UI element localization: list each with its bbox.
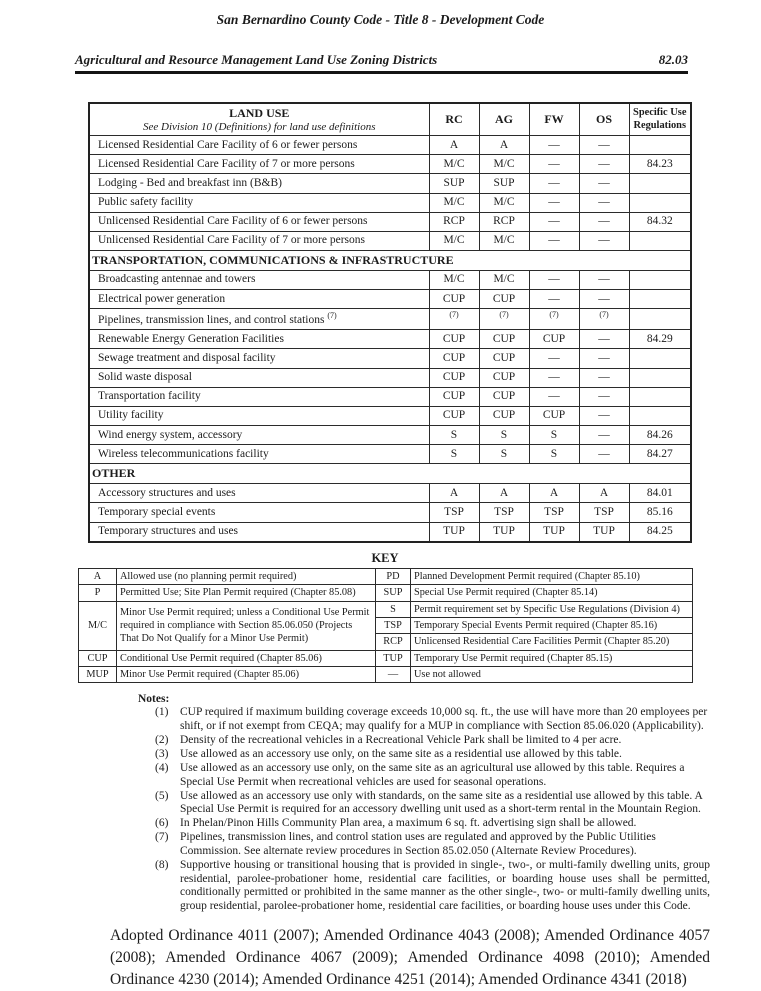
cell-os: — [579, 136, 629, 155]
land-use-name: Broadcasting antennae and towers [89, 270, 429, 289]
key-desc: Conditional Use Permit required (Chapter 85.06) [117, 650, 376, 666]
cell-rc: CUP [429, 349, 479, 368]
cell-rc: M/C [429, 155, 479, 174]
table-row [89, 387, 691, 406]
key-code: RCP [376, 634, 411, 650]
notes-label: Notes: [138, 693, 170, 706]
note-text: In Phelan/Pinon Hills Community Plan area, a maximum 6 sq. ft. advertising sign shall be allowed. [180, 817, 637, 830]
cell-os: — [579, 368, 629, 387]
note-number: (8) [155, 859, 169, 872]
table-row [89, 212, 691, 231]
cell-specific-use [629, 368, 691, 387]
cell-specific-use: 84.25 [629, 522, 691, 542]
land-use-name: Licensed Residential Care Facility of 6 or fewer persons [89, 136, 429, 155]
key-desc: Special Use Permit required (Chapter 85.14) [411, 585, 693, 601]
cell-specific-use: 84.32 [629, 212, 691, 231]
cell-specific-use: 85.16 [629, 503, 691, 522]
cell-rc: TSP [429, 503, 479, 522]
section-header-row [89, 464, 691, 484]
cell-rc: CUP [429, 368, 479, 387]
cell-fw: — [529, 174, 579, 193]
cell-ag: CUP [479, 349, 529, 368]
key-code: S [376, 601, 411, 617]
cell-fw: — [529, 193, 579, 212]
key-code: — [376, 667, 411, 683]
land-use-header [89, 103, 429, 136]
table-row [89, 484, 691, 503]
table-row [89, 231, 691, 250]
note-text: Use allowed as an accessory use only, on the same site as an agricultural use allowed by this table. Requires a Special Use Permit when recreational vehicles are used for seasonal operations. [180, 762, 685, 788]
cell-os: — [579, 290, 629, 309]
cell-os: — [579, 445, 629, 464]
column-header-os: OS [579, 103, 629, 136]
cell-fw: CUP [529, 330, 579, 349]
cell-ag: A [479, 484, 529, 503]
cell-fw: S [529, 426, 579, 445]
chapter-number: 82.03 [658, 52, 688, 67]
land-use-name: Sewage treatment and disposal facility [89, 349, 429, 368]
key-title: KEY [371, 550, 399, 565]
cell-os: — [579, 330, 629, 349]
key-code: CUP [79, 650, 117, 666]
note-number: (7) [155, 831, 169, 844]
note-item [138, 831, 710, 858]
note-item [138, 762, 710, 789]
cell-os: — [579, 174, 629, 193]
cell-specific-use: 84.29 [629, 330, 691, 349]
table-row [89, 503, 691, 522]
column-header-specific-use: Specific Use Regulations [629, 103, 691, 136]
cell-fw: TUP [529, 522, 579, 542]
ordinance-history: Adopted Ordinance 4011 (2007); Amended Ordinance 4043 (2008); Amended Ordinance 4057 (2008); Amended Ordinance 4067 (2009); Amended Ordinance 4098 (2010); Amended Ordinance 4230 (2014); Amended Ordinance 4251 (2014); Amended Ordinance 4341 (2018) [110, 927, 710, 989]
key-code: TSP [376, 617, 411, 633]
key-desc: Allowed use (no planning permit required) [117, 568, 376, 584]
section-title-other: OTHER [89, 464, 691, 484]
cell-ag: CUP [479, 290, 529, 309]
key-desc: Permit requirement set by Specific Use Regulations (Division 4) [411, 601, 693, 617]
table-row [89, 136, 691, 155]
cell-ag: S [479, 445, 529, 464]
cell-os: — [579, 193, 629, 212]
note-item [138, 706, 710, 733]
table-row [89, 270, 691, 289]
column-header-ag: AG [479, 103, 529, 136]
cell-rc: A [429, 484, 479, 503]
section-header-row [89, 251, 691, 271]
land-use-name: Unlicensed Residential Care Facility of 6 or fewer persons [89, 212, 429, 231]
cell-fw: — [529, 212, 579, 231]
key-row [79, 568, 693, 584]
cell-fw: (7) [529, 309, 579, 330]
cell-ag: (7) [479, 309, 529, 330]
cell-os: — [579, 349, 629, 368]
cell-specific-use: 84.26 [629, 426, 691, 445]
land-use-name: Wind energy system, accessory [89, 426, 429, 445]
table-row [89, 155, 691, 174]
key-desc: Temporary Special Events Permit required (Chapter 85.16) [411, 617, 693, 633]
cell-ag: M/C [479, 155, 529, 174]
cell-ag: TUP [479, 522, 529, 542]
cell-rc: S [429, 426, 479, 445]
land-use-header-title: LAND USE [229, 106, 290, 120]
note-item [138, 734, 710, 748]
note-text: Pipelines, transmission lines, and control station uses are regulated and approved by the Public Utilities Commission. See alternate review procedures in Section 85.02.050 (Alternate Review Procedures). [180, 831, 656, 857]
cell-os: — [579, 426, 629, 445]
cell-specific-use [629, 290, 691, 309]
cell-ag: CUP [479, 387, 529, 406]
land-use-name: Wireless telecommunications facility [89, 445, 429, 464]
cell-rc: CUP [429, 387, 479, 406]
table-header-row [89, 103, 691, 136]
key-code: A [79, 568, 117, 584]
cell-specific-use [629, 387, 691, 406]
chapter-title: Agricultural and Resource Management Land Use Zoning Districts [75, 52, 438, 67]
land-use-name: Public safety facility [89, 193, 429, 212]
cell-fw: — [529, 290, 579, 309]
key-code: TUP [376, 650, 411, 666]
land-use-name-text: Pipelines, transmission lines, and control stations [98, 313, 325, 326]
cell-fw: CUP [529, 406, 579, 425]
note-text: Use allowed as an accessory use only, on the same site as a residential use allowed by this table. [180, 748, 622, 761]
cell-rc: M/C [429, 231, 479, 250]
cell-ag: RCP [479, 212, 529, 231]
cell-os: — [579, 231, 629, 250]
cell-specific-use [629, 270, 691, 289]
section-title-transportation: TRANSPORTATION, COMMUNICATIONS & INFRASTRUCTURE [89, 251, 691, 271]
cell-fw: — [529, 387, 579, 406]
land-use-name: Licensed Residential Care Facility of 7 or more persons [89, 155, 429, 174]
key-row [79, 585, 693, 601]
cell-rc: S [429, 445, 479, 464]
column-header-fw: FW [529, 103, 579, 136]
note-number: (4) [155, 762, 169, 775]
land-use-name: Electrical power generation [89, 290, 429, 309]
cell-rc: CUP [429, 290, 479, 309]
cell-fw: — [529, 155, 579, 174]
key-code: SUP [376, 585, 411, 601]
cell-fw: S [529, 445, 579, 464]
cell-ag: M/C [479, 193, 529, 212]
table-row [89, 522, 691, 542]
note-number: (5) [155, 789, 169, 802]
cell-ag: M/C [479, 270, 529, 289]
note-text: CUP required if maximum building coverage exceeds 10,000 sq. ft., the use will have more than 20 employees per shift, or if not exempt from CEQA; may qualify for a MUP in compliance with Section 85.06.020 (Applicability). [180, 706, 708, 732]
cell-os: A [579, 484, 629, 503]
table-row [89, 426, 691, 445]
note-number: (3) [155, 748, 169, 761]
cell-fw: — [529, 136, 579, 155]
cell-ag: TSP [479, 503, 529, 522]
cell-os: — [579, 155, 629, 174]
cell-fw: — [529, 270, 579, 289]
cell-ag: CUP [479, 330, 529, 349]
cell-specific-use: 84.01 [629, 484, 691, 503]
table-row [89, 174, 691, 193]
note-item [138, 817, 710, 831]
note-item [138, 859, 710, 913]
cell-specific-use [629, 406, 691, 425]
note-number: (2) [155, 734, 169, 746]
cell-fw: — [529, 349, 579, 368]
cell-ag: SUP [479, 174, 529, 193]
land-use-name: Renewable Energy Generation Facilities [89, 330, 429, 349]
cell-specific-use [629, 231, 691, 250]
table-row [89, 368, 691, 387]
key-desc: Unlicensed Residential Care Facilities Permit (Chapter 85.20) [411, 634, 693, 650]
cell-os: TUP [579, 522, 629, 542]
note-item [138, 748, 710, 762]
cell-fw: — [529, 368, 579, 387]
cell-fw: TSP [529, 503, 579, 522]
cell-os: — [579, 387, 629, 406]
cell-rc: M/C [429, 193, 479, 212]
key-desc: Planned Development Permit required (Chapter 85.10) [411, 568, 693, 584]
cell-rc: A [429, 136, 479, 155]
land-use-name: Unlicensed Residential Care Facility of 7 or more persons [89, 231, 429, 250]
key-desc: Minor Use Permit required; unless a Conditional Use Permit required in compliance with Section 85.06.050 (Projects That Do Not Qualify for a Minor Use Permit) [117, 601, 376, 650]
land-use-name: Solid waste disposal [89, 368, 429, 387]
column-header-rc: RC [429, 103, 479, 136]
cell-rc: CUP [429, 406, 479, 425]
table-row [89, 445, 691, 464]
land-use-name: Temporary structures and uses [89, 522, 429, 542]
key-desc: Use not allowed [411, 667, 693, 683]
cell-specific-use [629, 309, 691, 330]
doc-title: San Bernardino County Code - Title 8 - Development Code [216, 12, 545, 27]
cell-rc: SUP [429, 174, 479, 193]
key-table [78, 568, 693, 684]
key-row [79, 601, 693, 617]
land-use-table [88, 102, 692, 543]
cell-specific-use [629, 174, 691, 193]
cell-ag: CUP [479, 368, 529, 387]
table-row [89, 406, 691, 425]
cell-os: — [579, 212, 629, 231]
table-row [89, 309, 691, 330]
cell-rc: RCP [429, 212, 479, 231]
cell-ag: M/C [479, 231, 529, 250]
cell-os: TSP [579, 503, 629, 522]
cell-specific-use [629, 136, 691, 155]
note-text: Use allowed as an accessory use only with standards, on the same site as a residential use allowed by this table. A Special Use Permit is required for an accessory dwelling unit used as a short-term rental in the Mountain Region. [180, 789, 703, 816]
cell-rc: CUP [429, 330, 479, 349]
table-row [89, 349, 691, 368]
land-use-name: Accessory structures and uses [89, 484, 429, 503]
land-use-header-subtitle: See Division 10 (Definitions) for land use definitions [142, 121, 376, 133]
notes-section [138, 693, 710, 913]
chapter-header [75, 52, 688, 74]
cell-ag: CUP [479, 406, 529, 425]
cell-specific-use [629, 349, 691, 368]
note-text: Supportive housing or transitional housing that is provided in single-, two-, or multi-family dwelling units, group residential, parolee-probationer home, residential care facilities, or boarding house uses shall be permitted, conditionally permitted or prohibited in the same manner as the other single-, two- or multi-family dwelling units, group residential, parolee-probationer home, residential care facilities, or boarding house uses under this Code. [180, 859, 710, 912]
cell-rc: TUP [429, 522, 479, 542]
cell-fw: A [529, 484, 579, 503]
cell-ag: A [479, 136, 529, 155]
land-use-name [89, 309, 429, 330]
key-code: M/C [79, 601, 117, 650]
land-use-name: Temporary special events [89, 503, 429, 522]
cell-fw: — [529, 231, 579, 250]
land-use-name: Utility facility [89, 406, 429, 425]
footnote-ref: (7) [327, 310, 337, 320]
cell-specific-use: 84.27 [629, 445, 691, 464]
key-desc: Minor Use Permit required (Chapter 85.06) [117, 667, 376, 683]
cell-ag: S [479, 426, 529, 445]
cell-os: — [579, 270, 629, 289]
land-use-name: Lodging - Bed and breakfast inn (B&B) [89, 174, 429, 193]
note-item [138, 790, 710, 817]
key-desc: Permitted Use; Site Plan Permit required (Chapter 85.08) [117, 585, 376, 601]
key-code: PD [376, 568, 411, 584]
key-row [79, 650, 693, 666]
key-code: MUP [79, 667, 117, 683]
land-use-name: Transportation facility [89, 387, 429, 406]
table-row [89, 330, 691, 349]
cell-specific-use [629, 193, 691, 212]
table-row [89, 290, 691, 309]
key-row [79, 667, 693, 683]
key-code: P [79, 585, 117, 601]
key-section [78, 551, 692, 684]
key-desc: Temporary Use Permit required (Chapter 85.15) [411, 650, 693, 666]
note-text: Density of the recreational vehicles in a Recreational Vehicle Park shall be limited to 4 per acre. [180, 734, 622, 746]
table-row [89, 193, 691, 212]
cell-os: (7) [579, 309, 629, 330]
cell-rc: (7) [429, 309, 479, 330]
cell-specific-use: 84.23 [629, 155, 691, 174]
note-number: (6) [155, 817, 169, 830]
note-number: (1) [155, 706, 169, 719]
cell-os: — [579, 406, 629, 425]
cell-rc: M/C [429, 270, 479, 289]
